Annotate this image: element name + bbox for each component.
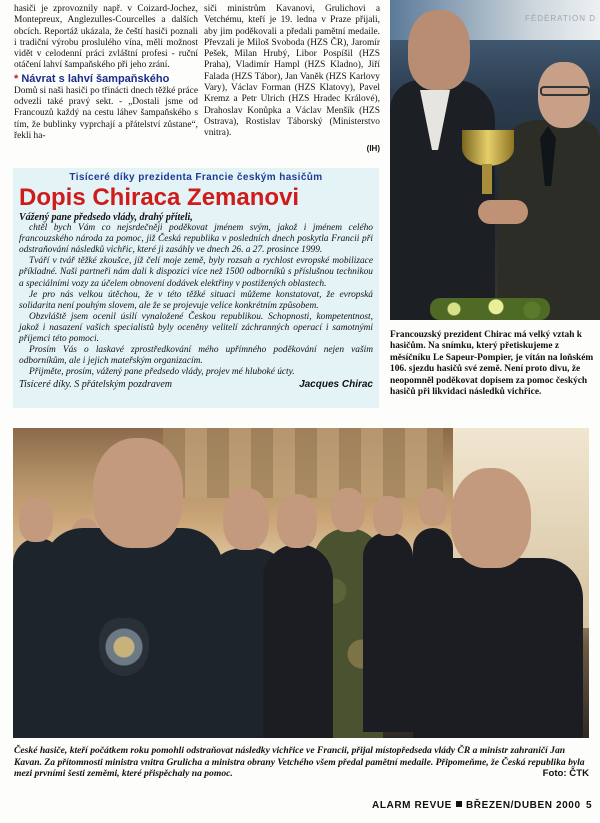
photo-crowd xyxy=(13,488,589,738)
letter-closing-row xyxy=(19,379,373,390)
photo-credit: Foto: ČTK xyxy=(542,768,589,780)
letter-supertitle: Tisíceré díky prezidenta Francie českým hasičům xyxy=(69,172,323,183)
photo-firefighters-ceremony xyxy=(13,428,589,738)
article-column-1 xyxy=(14,4,198,142)
photo-chirac-greeting xyxy=(390,0,600,320)
article-column-2 xyxy=(204,4,380,154)
footer-issue: BŘEZEN/DUBEN 2000 xyxy=(465,800,581,811)
letter-paragraph: Obzvláště jsem ocenil úsilí vynaložené Českou republikou. Schopnosti, kompetentnost, jakož i nasazení vašich specialistů byly oceněny velitelí záchranných operací i samotnými příjemci této pomoci. xyxy=(19,311,373,345)
letter-box xyxy=(13,168,379,408)
letter-paragraph: Prosím Vás o laskavé zprostředkování mého upřímného poděkování nejen vašim odborníkům, ale i jejich mateřským organizacím. xyxy=(19,345,373,367)
photo-banner-text: FÉDÉRATION D xyxy=(525,14,596,23)
photo-figure-left-head xyxy=(408,10,470,90)
letter-paragraph: Přijměte, prosím, vážený pane předsedo vlády, projev mé hluboké úcty. xyxy=(29,367,295,378)
article-text-3: siči ministrům Kavanovi, Grulichovi a Vetchému, kteří je 19. ledna v Praze přijali, aby jim poděkovali a předali pamětní medaile. Převzali je Miloš Svoboda (HZS ČR), Jaromír Pešek, Milan Hrubý, Libor Pospíšil (HZS Praha), Vladimír Hampl (HZS Kladno), Jiří Falada (HZS Tábor), Jan Vaněk (HZS Karlovy Vary), Václav Forman (HZS Klatovy), Pavel Kremz a Petr Ulrich (HZS Hradec Králové), Drahoslav Konůpka a Václav Menšík (HZS Ostrava), Rostislav Táborský (Ministerstvo vnitra). xyxy=(204,4,380,139)
photo-trophy-cup xyxy=(462,130,514,166)
letter-signature: Jacques Chirac xyxy=(299,379,373,391)
article-subhead xyxy=(14,73,198,86)
photo-caption-top: Francouzský prezident Chirac má velký vztah k hasičům. Na snímku, který přetiskujeme z měsíčníku Le Sapeur-Pompier, je vítán na loňském 106. sjezdu hasičů své země. Není proto divu, že neopomněl poděkovat dopisem za pomoc českých hasičů při likvidaci následků vichřice. xyxy=(390,330,594,398)
letter-closing: Tisíceré díky. S přátelským pozdravem xyxy=(19,379,173,391)
page-number: 5 xyxy=(586,800,593,811)
letter-paragraph: Tváří v tvář těžké zkoušce, jíž čelí moje země, byly rozsah a rychlost evropské mobilizace příkladné. Naši partneři nám dali k dispozici více než 1500 odborníků s příslušnou technikou a speciálními vozy za účelem obnovení dodávek elektřiny v postižených oblastech. xyxy=(19,256,373,289)
letter-paragraph: chtěl bych Vám co nejsrdečněji poděkovat jménem svým, jakož i jménem celého francouzského národa za pomoc, již Česká republika v posledních dnech poskytla Francii při odstraňování následků vichřic, které ji zasáhly ve dnech 26. a 27. prosince 1999. xyxy=(19,223,373,256)
letter-body xyxy=(19,212,373,391)
letter-salutation: Vážený pane předsedo vlády, drahý příteli, xyxy=(19,212,193,223)
photo-trophy-stem xyxy=(482,164,492,194)
photo-glasses xyxy=(540,86,590,96)
letter-paragraph: Je pro nás velkou útěchou, že v této těžké situaci můžeme konstatovat, že evropská solidarita není pouhým slovem, ale že se projevuje velice konkrétním způsobem. xyxy=(19,289,373,311)
article-text-2: Domů si naši hasiči po třinácti dnech těžké práce odvezli také pravý sekt. - „Dostali jsme od Francouzů každý na cestu láhev šampaňského s tím, že bublinky vyprchají a přátelství zůstane“, řekli ha- xyxy=(14,85,198,141)
author-signoff: (IH) xyxy=(366,143,380,153)
subhead-bullet: * xyxy=(14,72,19,85)
photo-caption-bottom xyxy=(14,745,589,780)
footer-magazine: ALARM REVUE xyxy=(372,800,452,811)
page-footer xyxy=(0,790,600,823)
caption-text: České hasiče, kteří počátkem roku pomohli odstraňovat následky vichřice ve Francii, přijal místopředseda vlády ČR a ministr zahraničí Jan Kavan. Za přítomnosti ministra vnitra Grulicha a ministra obrany Vetchého všem předal pamětní medaile. Připomeňme, že Česká republika byla mezi prvními šesti zeměmi, které přispěchaly na pomoc. xyxy=(14,745,585,780)
photo-flowers xyxy=(430,298,550,320)
article-text-1: hasiči je zprovoznily např. v Coizard-Jochez, Montepreux, Anglezulles-Courcelles a dalších obcích. Reportáž ukázala, že čeští hasiči poznali i tradiční výrobu proslulého vína, měli možnost vidět v celodenní práci zvláštní profesi - ruční otáčení lahví šampaňského při jeho zrání. xyxy=(14,4,198,71)
letter-title: Dopis Chiraca Zemanovi xyxy=(19,184,300,211)
footer-publication xyxy=(372,800,581,811)
footer-separator-icon xyxy=(456,801,462,807)
subhead-text: Návrat s lahví šampaňského xyxy=(21,72,170,85)
photo-handshake xyxy=(478,200,528,224)
